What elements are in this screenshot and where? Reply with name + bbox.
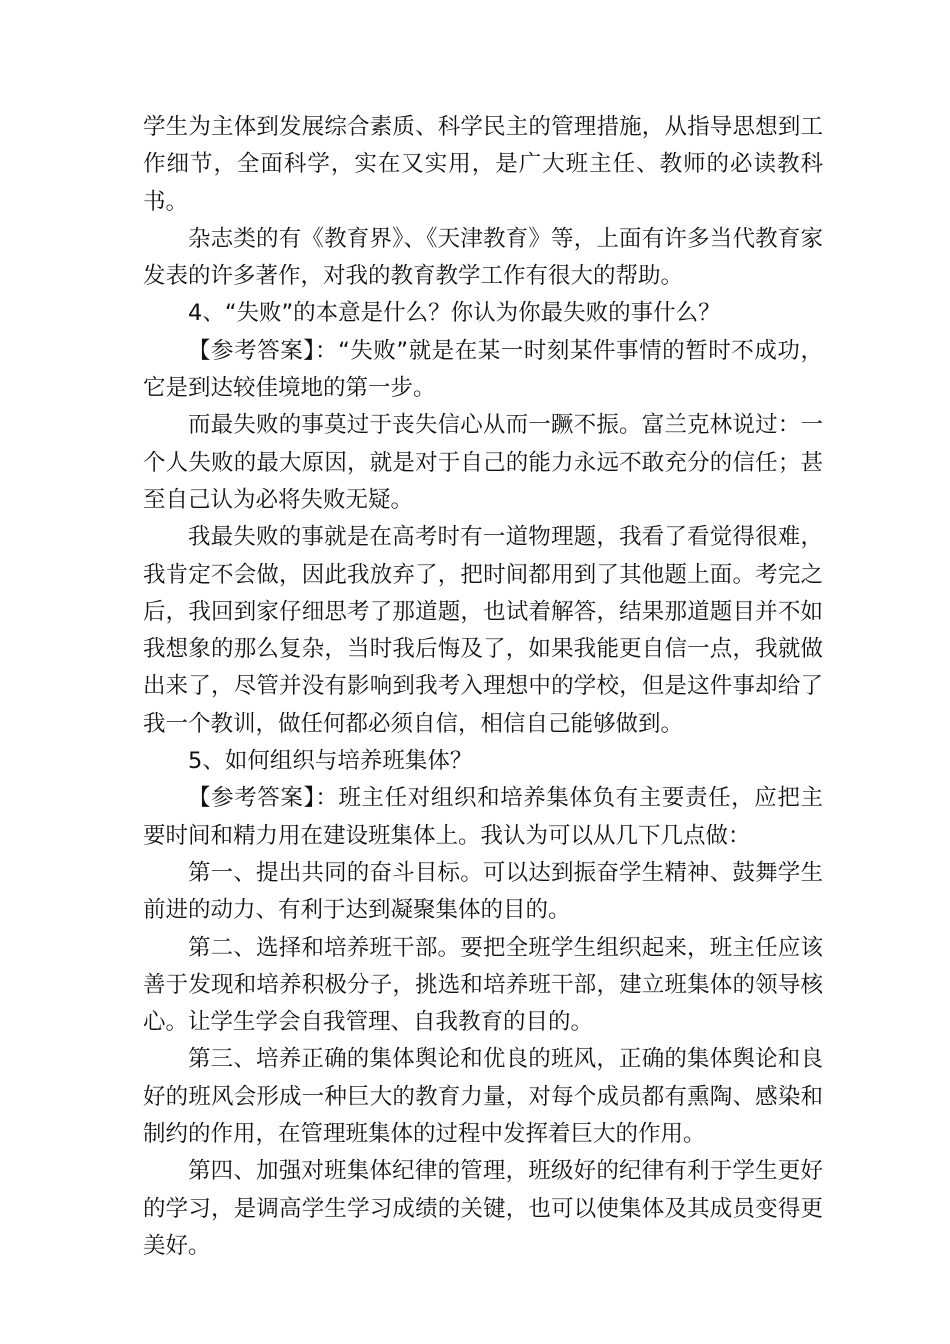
answer-4-paragraph-2: 而最失败的事莫过于丧失信心从而一蹶不振。富兰克林说过：一个人失败的最大原因，就是对于自己的能力永远不敢充分的信任；甚至自己认为必将失败无疑。 bbox=[143, 412, 823, 513]
document-body bbox=[143, 109, 823, 1265]
question-4: 4、“失败”的本意是什么？你认为你最失败的事什么？ bbox=[188, 300, 721, 327]
answer-5-paragraph-1: 【参考答案】：班主任对组织和培养集体负有主要责任，应把主要时间和精力用在建设班集体上。我认为可以从几下几点做： bbox=[143, 785, 823, 849]
answer-5-point-2: 第二、选择和培养班干部。要把全班学生组织起来，班主任应该善于发现和培养积极分子，挑选和培养班干部，建立班集体的领导核心。让学生学会自我管理、自我教育的目的。 bbox=[143, 934, 823, 1036]
answer-5-point-1: 第一、提出共同的奋斗目标。可以达到振奋学生精神、鼓舞学生前进的动力、有利于达到凝聚集体的目的。 bbox=[143, 859, 823, 924]
answer-5-point-3: 第三、培养正确的集体舆论和优良的班风，正确的集体舆论和良好的班风会形成一种巨大的教育力量，对每个成员都有熏陶、感染和制约的作用，在管理班集体的过程中发挥着巨大的作用。 bbox=[143, 1046, 823, 1148]
question-5: 5、如何组织与培养班集体？ bbox=[188, 748, 473, 775]
answer-4-paragraph-3: 我最失败的事就是在高考时有一道物理题，我看了看觉得很难，我肯定不会做，因此我放弃了，把时间都用到了其他题上面。考完之后，我回到家仔细思考了那道题，也试着解答，结果那道题目并不如我想象的那么复杂，当时我后悔及了，如果我能更自信一点，我就做出来了，尽管并没有影响到我考入理想中的学校，但是这件事却给了我一个教训，做任何都必须自信，相信自己能够做到。 bbox=[143, 524, 823, 737]
answer-4-paragraph-1: 【参考答案】：“失败”就是在某一时刻某件事情的暂时不成功，它是到达较佳境地的第一步。 bbox=[143, 337, 823, 402]
paragraph-2: 杂志类的有《教育界》、《天津教育》等，上面有许多当代教育家发表的许多著作，对我的教育教学工作有很大的帮助。 bbox=[143, 225, 823, 290]
answer-5-point-4: 第四、加强对班集体纪律的管理，班级好的纪律有利于学生更好的学习，是调高学生学习成绩的关键，也可以使集体及其成员变得更美好。 bbox=[143, 1158, 823, 1259]
paragraph-1: 学生为主体到发展综合素质、科学民主的管理措施，从指导思想到工作细节，全面科学，实在又实用，是广大班主任、教师的必读教科书。 bbox=[143, 114, 823, 215]
